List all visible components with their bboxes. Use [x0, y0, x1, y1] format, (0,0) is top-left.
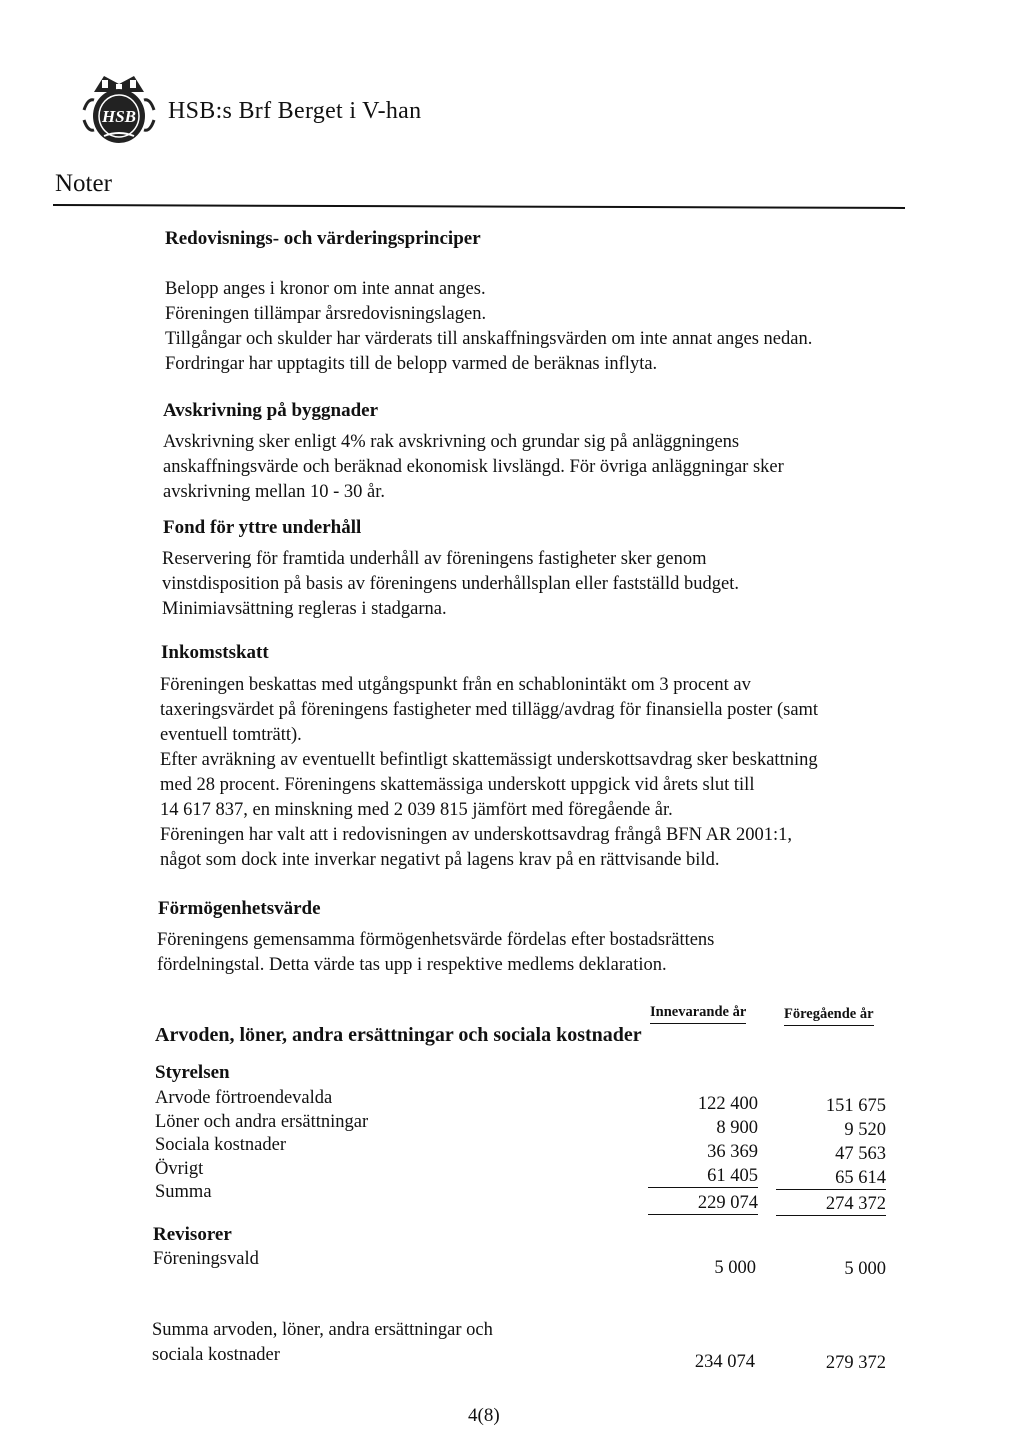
tax-text [160, 673, 818, 873]
text-line: Föreningen har valt att i redovisningen av underskottsavdrag frångå BFN AR 2001:1, [160, 825, 792, 845]
text-line: Efter avräkning av eventuellt befintligt skattemässigt underskottsavdrag sker beskattning [160, 750, 818, 770]
row-label: Arvode förtroendevalda [155, 1088, 333, 1108]
tax-title: Inkomstskatt [161, 642, 269, 663]
text-line: taxeringsvärdet på föreningens fastigheter med tillägg/avdrag för finansiella poster (samt [160, 700, 819, 720]
text-line: eventuell tomträtt). [160, 725, 302, 745]
page-number: 4(8) [468, 1405, 500, 1426]
text-line: Föreningens gemensamma förmögenhetsvärde fördelas efter bostadsrättens [157, 930, 715, 950]
total-current: 234 074 [694, 1352, 755, 1372]
text-line: med 28 procent. Föreningens skattemässiga underskott uppgick vid årets slut till [160, 775, 755, 795]
value-current: 61 405 [648, 1166, 758, 1188]
text-line: Reservering för framtida underhåll av föreningens fastigheter sker genom [162, 549, 707, 569]
value-previous: 65 614 [776, 1168, 886, 1190]
principles-title: Redovisnings- och värderingsprinciper [165, 228, 481, 249]
row-label: Sociala kostnader [155, 1135, 286, 1155]
text-line: fördelningstal. Detta värde tas upp i respektive medlems deklaration. [157, 955, 667, 975]
text-line: avskrivning mellan 10 - 30 år. [163, 482, 385, 502]
value-previous: 151 675 [825, 1096, 886, 1116]
text-line: Avskrivning sker enligt 4% rak avskrivning och grundar sig på anläggningens [163, 432, 740, 452]
header-rule [53, 204, 905, 209]
sum-label: Summa [155, 1182, 212, 1202]
row-label: Föreningsvald [153, 1249, 259, 1269]
value-current: 5 000 [714, 1258, 756, 1278]
fund-text [162, 547, 739, 622]
table-title: Arvoden, löner, andra ersättningar och sociala kostnader [155, 1024, 642, 1046]
value-previous: 5 000 [844, 1259, 886, 1279]
row-label: Övrigt [155, 1159, 204, 1179]
depreciation-title: Avskrivning på byggnader [163, 400, 379, 421]
auditors-title: Revisorer [153, 1224, 232, 1245]
row-label: Löner och andra ersättningar [155, 1112, 369, 1132]
text-line: anskaffningsvärde och beräknad ekonomisk livslängd. För övriga anläggningar sker [163, 457, 784, 477]
total-label: sociala kostnader [152, 1345, 280, 1365]
fund-title: Fond för yttre underhåll [163, 517, 362, 538]
text-line: vinstdisposition på basis av föreningens underhållsplan eller fastställd budget. [162, 574, 739, 594]
text-line: Fordringar har upptagits till de belopp varmed de beräknas inflyta. [165, 354, 658, 374]
value-current: 122 400 [697, 1094, 758, 1114]
wealth-title: Förmögenhetsvärde [158, 898, 321, 919]
board-title: Styrelsen [155, 1062, 230, 1083]
text-line: Belopp anges i kronor om inte annat anges. [165, 279, 486, 299]
value-previous: 47 563 [835, 1144, 886, 1164]
text-line: något som dock inte inverkar negativt på lagens krav på en rättvisande bild. [160, 850, 720, 870]
column-header-previous: Föregående år [784, 1006, 874, 1026]
hsb-logo [82, 70, 156, 152]
sum-current: 229 074 [648, 1193, 758, 1215]
text-line: Föreningen tillämpar årsredovisningslagen. [165, 304, 487, 324]
value-current: 36 369 [707, 1142, 758, 1162]
total-previous: 279 372 [825, 1353, 886, 1373]
depreciation-text [163, 430, 784, 505]
section-title: Noter [55, 170, 112, 197]
text-line: Tillgångar och skulder har värderats till anskaffningsvärden om inte annat anges nedan. [165, 329, 813, 349]
column-header-current: Innevarande år [650, 1004, 746, 1024]
value-current: 8 900 [716, 1118, 758, 1138]
text-line: Minimiavsättning regleras i stadgarna. [162, 599, 447, 619]
text-line: Föreningen beskattas med utgångspunkt från en schablonintäkt om 3 procent av [160, 675, 751, 695]
value-previous: 9 520 [844, 1120, 886, 1140]
wealth-text [157, 928, 714, 978]
organization-name: HSB:s Brf Berget i V-han [168, 98, 422, 124]
logo-text: HSB [101, 107, 137, 126]
text-line: 14 617 837, en minskning med 2 039 815 jämfört med föregående år. [160, 800, 673, 820]
sum-previous: 274 372 [776, 1194, 886, 1216]
total-label: Summa arvoden, löner, andra ersättningar och [152, 1320, 493, 1340]
principles-text [165, 277, 812, 377]
